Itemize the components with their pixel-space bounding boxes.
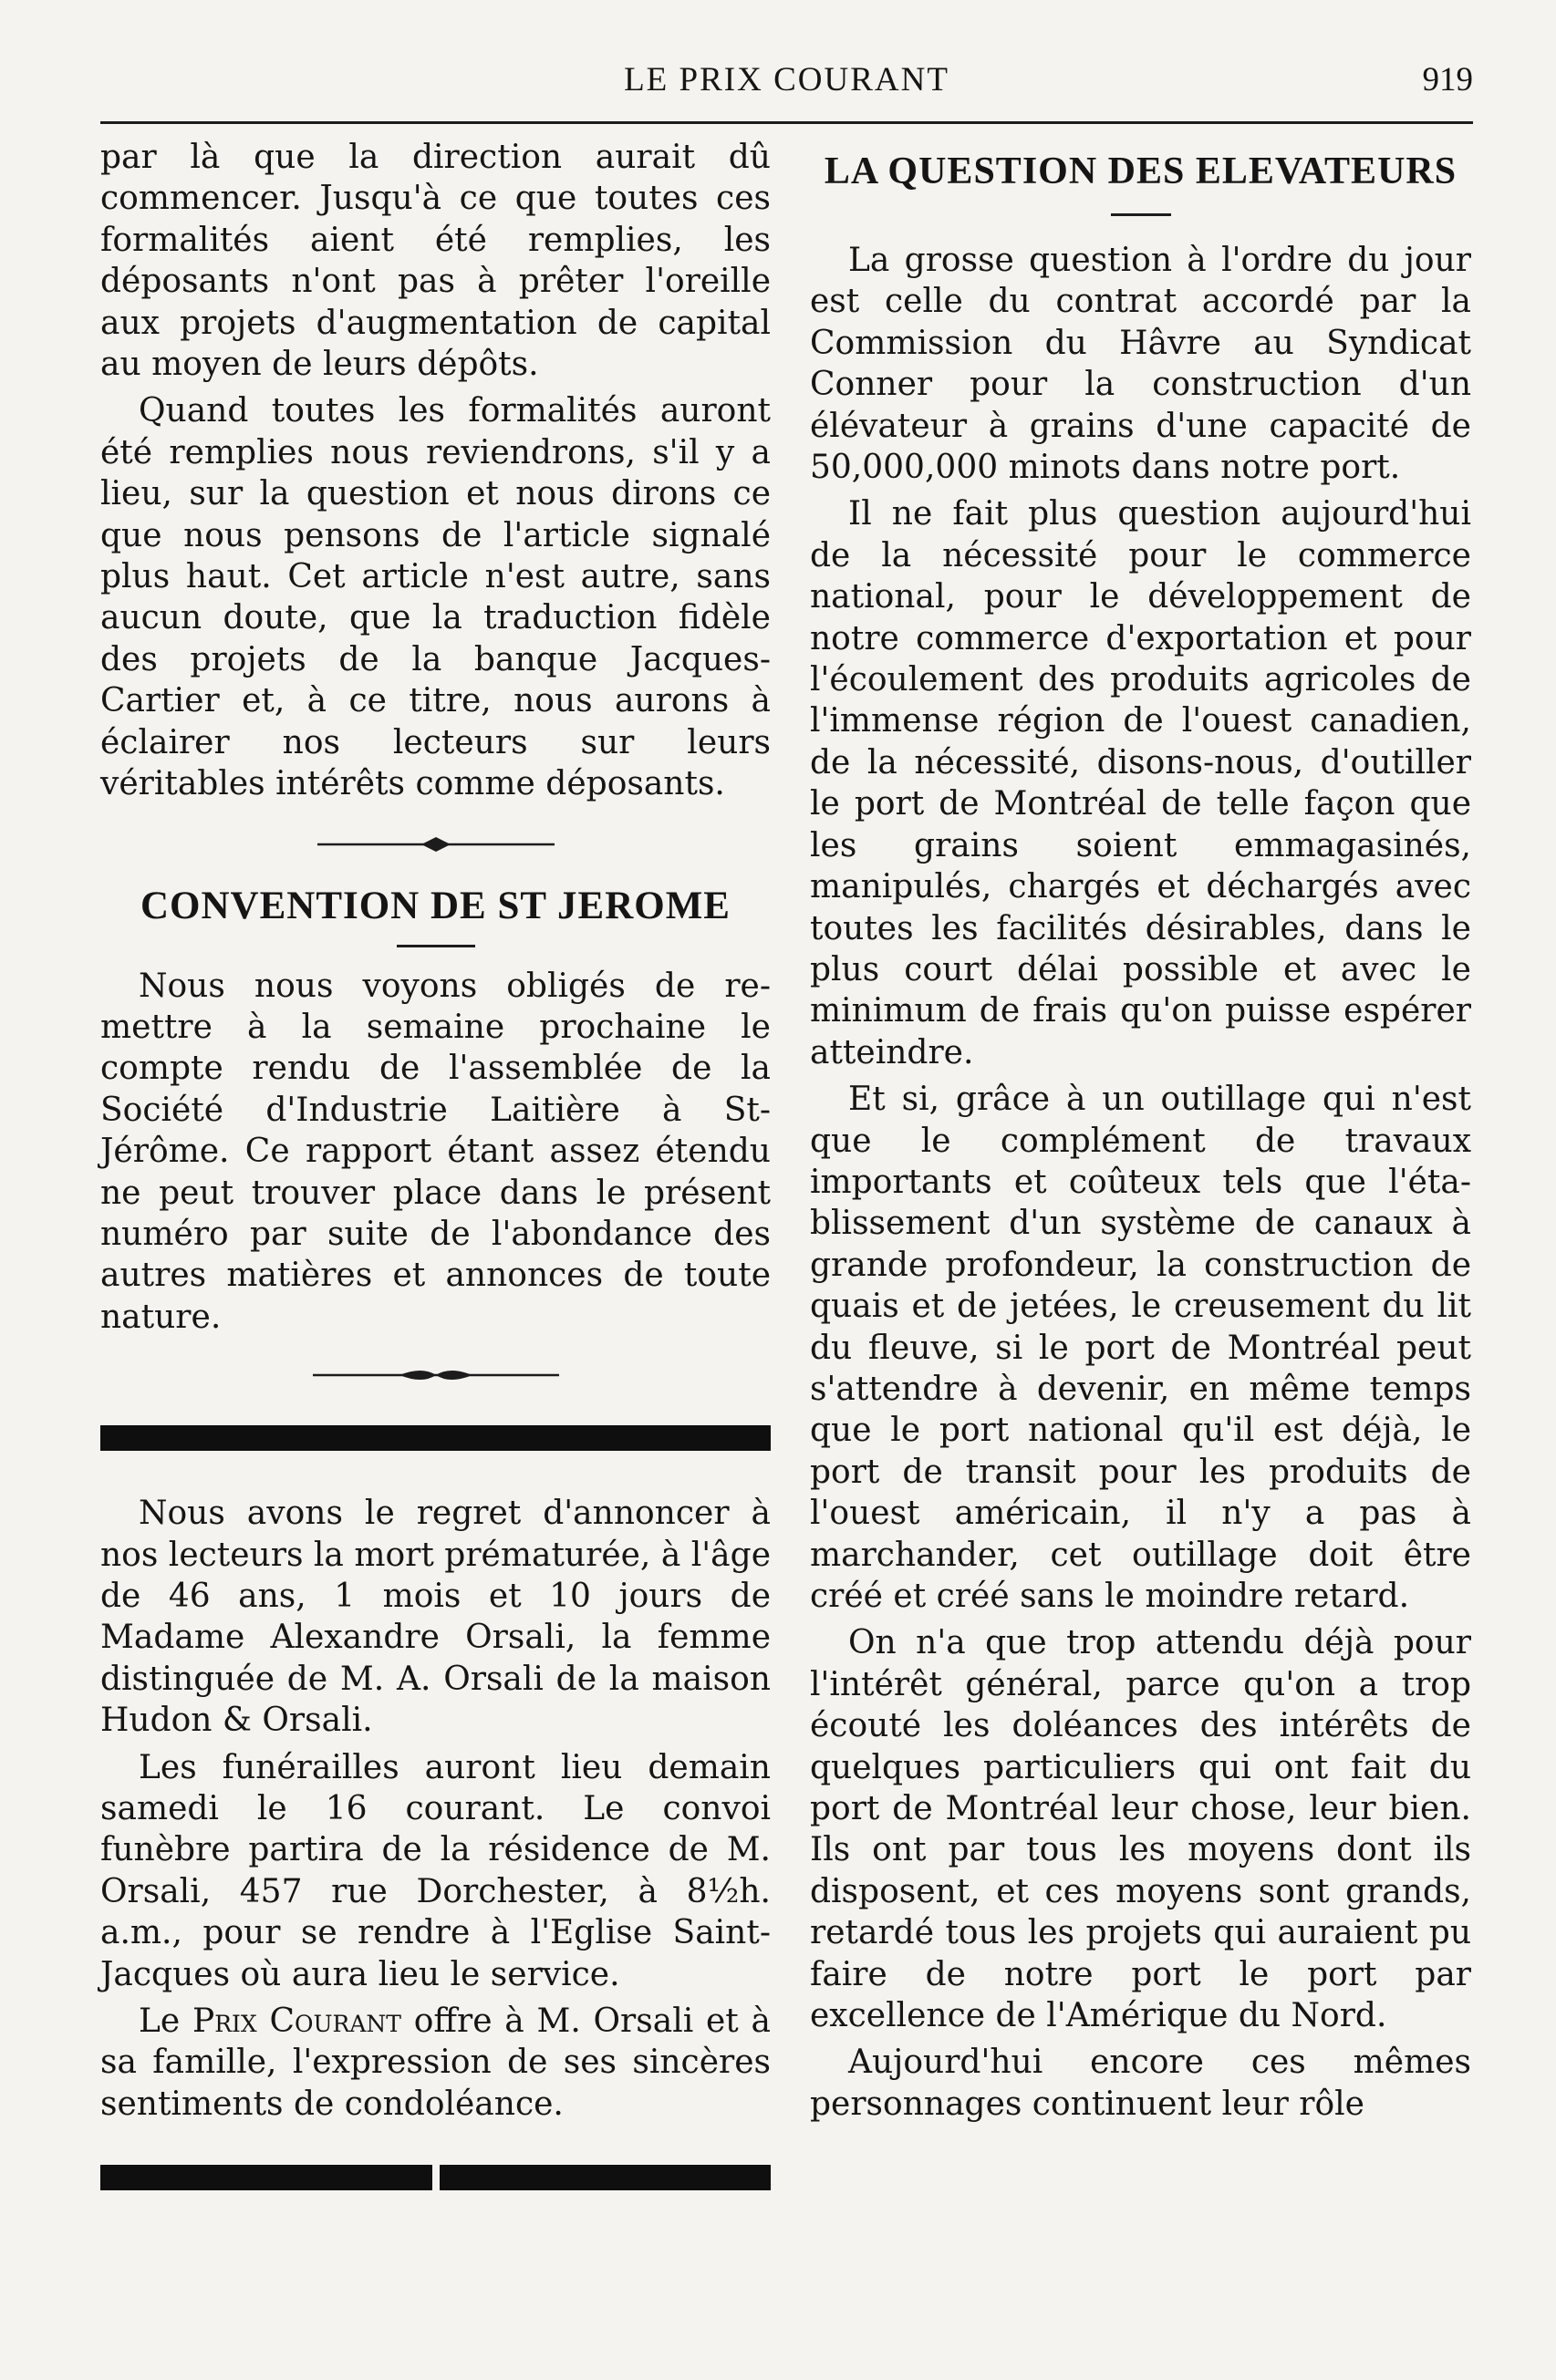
mourning-bar-segment: [440, 2165, 772, 2190]
elevators-headline: LA QUESTION DES ELEVATEURS: [824, 150, 1457, 192]
page-number: 919: [1422, 61, 1473, 98]
condolence-text: offre à M. Orsali et à sa famille, l'expression de ses sincères sentiments de condoléance.: [100, 2002, 771, 2123]
section-ornament: [317, 833, 555, 856]
funeral-paragraph: Les funérailles auront lieu demain samedi le 16 courant. Le convoi funèbre partira de la résidence de M. Orsali, 457 rue Dorchester, à 8½h. a.m., pour se rendre à l'Eglise Saint-Jacques où aura lieu le service.: [100, 1748, 771, 1993]
article-paragraph: La grosse question à l'ordre du jour est celle du contrat accordé par la Commission du Hâvre au Syndicat Conner pour la construction d'un élévateur à grains d'une capacité de 50,000,000 minots dans notre port.: [810, 242, 1471, 487]
mourning-bar-bottom: [100, 2165, 771, 2190]
page-header: [100, 60, 1473, 106]
section-ornament: [313, 1363, 559, 1387]
publication-name: Prix Courant: [192, 2002, 401, 2041]
convention-headline: CONVENTION DE ST JEROME: [140, 884, 731, 927]
headline-rule: [397, 945, 475, 947]
obituary-paragraph: Nous avons le regret d'annoncer à nos lecteurs la mort prématurée, à l'âge de 46 ans, 1 mois et 10 jours de Madame Alexandre Orsali, la femme distinguée de M. A. Orsali de la maison Hudon & Orsali.: [100, 1495, 771, 1740]
article-paragraph: Et si, grâce à un outillage qui n'est que le complément de travaux importants et coûteux tels que l'établissement d'un système de canaux à grande profondeur, la construction de quais et de jetées, le creusement du lit du fleuve, si le port de Montréal peut s'attendre à devenir, en même temps que le port national qu'il est déjà, le port de transit pour les produits de l'ouest américain, il n'y a pas à marchander, cet outillage doit être créé et créé sans le moindre retard.: [810, 1081, 1471, 1615]
convention-paragraph: Nous nous voyons obligés de remettre à la semaine prochaine le compte rendu de l'assemblée de la Société d'Industrie Laitière à St-Jérôme. Ce rapport étant assez étendu ne peut trouver place dans le présent numéro par suite de l'abondance des autres matières et annonces de toute nature.: [100, 967, 771, 1336]
mourning-bar: [100, 1425, 771, 1451]
continued-paragraph: par là que la direction aurait dû commencer. Jusqu'à ce que toutes ces formalités aient été remplies, les déposants n'ont pas à prêter l'oreille aux projets d'augmentation de capital au moyen de leurs dépôts.: [100, 139, 771, 384]
condolence-paragraph: [100, 2001, 771, 2125]
right-column: [810, 137, 1471, 2125]
condolence-lead: Le: [139, 2002, 192, 2041]
mourning-bar-segment: [100, 2165, 432, 2190]
header-rule: [100, 121, 1473, 124]
article-paragraph: Aujourd'hui encore ces mêmes personnages continuent leur rôle: [810, 2044, 1471, 2123]
article-paragraph: On n'a que trop attendu déjà pour l'intérêt général, parce qu'on a trop écouté les doléances des intérêts de quelques particuliers qui ont fait du port de Montréal leur chose, leur bien. Ils ont par tous les moyens dont ils disposent, et ces moyens sont grands, retardé tous les projets qui auraient pu faire de notre port le port par excellence de l'Amérique du Nord.: [810, 1624, 1471, 2035]
left-column: [100, 137, 771, 2190]
article-paragraph: Quand toutes les formalités auront été remplies nous reviendrons, s'il y a lieu, sur la question et nous dirons ce que nous pensons de l'article signalé plus haut. Cet article n'est autre, sans aucun doute, que la traduction fidèle des projets de la banque Jacques-Cartier et, à ce titre, nous aurons à éclairer nos lecteurs sur leurs véritables intérêts comme déposants.: [100, 392, 771, 803]
headline-rule: [1111, 213, 1171, 216]
running-head: LE PRIX COURANT: [624, 61, 949, 98]
article-paragraph: Il ne fait plus question aujourd'hui de la nécessité pour le commerce national, pour le développement de notre commerce d'exportation et pour l'écoulement des produits agricoles de l'immense région de l'ouest canadien, de la nécessité, disons-nous, d'outiller le port de Montréal de telle façon que les grains soient emmagasinés, manipulés, chargés et déchargés avec toutes les facilités désirables, dans le plus court délai possible et avec le minimum de frais qu'on puisse espérer atteindre.: [810, 495, 1471, 1071]
